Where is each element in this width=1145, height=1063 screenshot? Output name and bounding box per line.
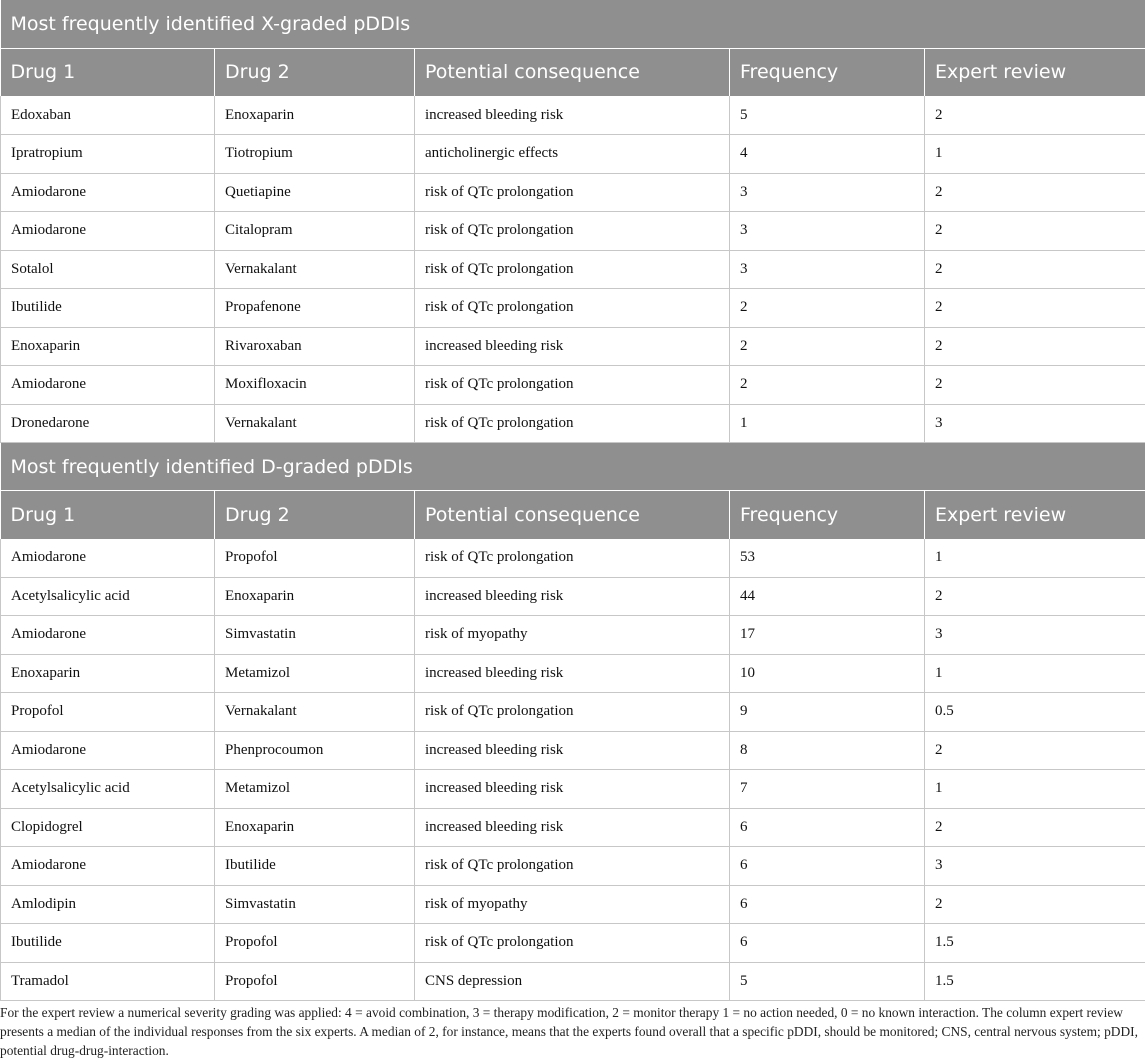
table-cell: 1 xyxy=(925,539,1145,578)
section-title: Most frequently identified X-graded pDDIs xyxy=(1,0,1145,48)
table-cell: Enoxaparin xyxy=(215,577,415,616)
table-row xyxy=(1,577,1145,616)
table-cell: risk of QTc prolongation xyxy=(415,847,730,886)
table-cell: 3 xyxy=(925,847,1145,886)
table-cell: risk of QTc prolongation xyxy=(415,539,730,578)
table-cell: 5 xyxy=(730,96,925,135)
table-cell: Citalopram xyxy=(215,212,415,251)
column-header: Potential consequence xyxy=(415,48,730,96)
table-row xyxy=(1,250,1145,289)
table-cell: Propofol xyxy=(1,693,215,732)
table-cell: increased bleeding risk xyxy=(415,654,730,693)
section-title: Most frequently identified D-graded pDDIs xyxy=(1,443,1145,491)
table-cell: Amiodarone xyxy=(1,731,215,770)
table-cell: 1 xyxy=(925,135,1145,174)
table-cell: Tiotropium xyxy=(215,135,415,174)
table-cell: 2 xyxy=(925,96,1145,135)
table-cell: risk of QTc prolongation xyxy=(415,366,730,405)
table-cell: Sotalol xyxy=(1,250,215,289)
table-cell: 4 xyxy=(730,135,925,174)
column-header: Expert review xyxy=(925,491,1145,539)
table-row xyxy=(1,924,1145,963)
table-cell: CNS depression xyxy=(415,962,730,1001)
table-cell: 2 xyxy=(925,731,1145,770)
table-cell: 3 xyxy=(730,173,925,212)
table-cell: 6 xyxy=(730,808,925,847)
table-cell: risk of QTc prolongation xyxy=(415,404,730,443)
table-cell: 44 xyxy=(730,577,925,616)
table-row xyxy=(1,212,1145,251)
table-cell: anticholinergic effects xyxy=(415,135,730,174)
table-cell: Ibutilide xyxy=(215,847,415,886)
column-header-row xyxy=(1,48,1145,96)
table-cell: Ibutilide xyxy=(1,924,215,963)
column-header: Potential consequence xyxy=(415,491,730,539)
column-header: Drug 1 xyxy=(1,491,215,539)
table-cell: 1.5 xyxy=(925,962,1145,1001)
table-cell: increased bleeding risk xyxy=(415,731,730,770)
table-cell: 3 xyxy=(730,212,925,251)
table-cell: Ipratropium xyxy=(1,135,215,174)
table-row xyxy=(1,404,1145,443)
table-footnote: For the expert review a numerical severity grading was applied: 4 = avoid combination, 3 = therapy modification, 2 = monitor therapy 1 = no action needed, 0 = no known interaction. The column expert review presents a median of the individual responses from the six experts. A median of 2, for instance, means that the experts found overall that a specific pDDI, should be monitored; CNS, central nervous system; pDDI, potential drug-drug-interaction. xyxy=(0,1005,1138,1058)
table-cell: 6 xyxy=(730,885,925,924)
table-cell: 2 xyxy=(925,327,1145,366)
table-cell: 5 xyxy=(730,962,925,1001)
table-cell: Metamizol xyxy=(215,654,415,693)
table-row xyxy=(1,173,1145,212)
table-row xyxy=(1,770,1145,809)
table-cell: 2 xyxy=(925,577,1145,616)
table-cell: Amlodipin xyxy=(1,885,215,924)
table-cell: Simvastatin xyxy=(215,616,415,655)
table-row xyxy=(1,885,1145,924)
table-cell: risk of QTc prolongation xyxy=(415,693,730,732)
table-row xyxy=(1,366,1145,405)
table-cell: 2 xyxy=(730,327,925,366)
table-row xyxy=(1,96,1145,135)
table-cell: Vernakalant xyxy=(215,693,415,732)
table-cell: 2 xyxy=(925,173,1145,212)
table-cell: 2 xyxy=(925,250,1145,289)
column-header: Drug 1 xyxy=(1,48,215,96)
table-cell: risk of QTc prolongation xyxy=(415,250,730,289)
table-cell: 10 xyxy=(730,654,925,693)
table-cell: Rivaroxaban xyxy=(215,327,415,366)
table-cell: 8 xyxy=(730,731,925,770)
table-cell: Simvastatin xyxy=(215,885,415,924)
table-cell: 1 xyxy=(925,770,1145,809)
table-cell: Clopidogrel xyxy=(1,808,215,847)
table-cell: 3 xyxy=(730,250,925,289)
table-cell: risk of QTc prolongation xyxy=(415,289,730,328)
table-cell: Acetylsalicylic acid xyxy=(1,770,215,809)
table-cell: 6 xyxy=(730,924,925,963)
table-cell: increased bleeding risk xyxy=(415,577,730,616)
table-cell: Propofol xyxy=(215,924,415,963)
table-cell: 2 xyxy=(925,885,1145,924)
table-cell: Amiodarone xyxy=(1,212,215,251)
table-cell: increased bleeding risk xyxy=(415,770,730,809)
column-header: Drug 2 xyxy=(215,491,415,539)
table-cell: Edoxaban xyxy=(1,96,215,135)
table-row xyxy=(1,693,1145,732)
table-cell: 17 xyxy=(730,616,925,655)
table-cell: 53 xyxy=(730,539,925,578)
table-row xyxy=(1,654,1145,693)
column-header: Frequency xyxy=(730,491,925,539)
section-title-row xyxy=(1,0,1145,48)
table-cell: 2 xyxy=(925,366,1145,405)
table-cell: Amiodarone xyxy=(1,616,215,655)
table-row xyxy=(1,539,1145,578)
table-cell: 3 xyxy=(925,404,1145,443)
table-cell: 1 xyxy=(730,404,925,443)
table-cell: Amiodarone xyxy=(1,366,215,405)
table-cell: Enoxaparin xyxy=(215,808,415,847)
table-row xyxy=(1,616,1145,655)
table-cell: Amiodarone xyxy=(1,847,215,886)
table-cell: 2 xyxy=(925,808,1145,847)
table-cell: 9 xyxy=(730,693,925,732)
table-cell: Moxifloxacin xyxy=(215,366,415,405)
table-cell: Propafenone xyxy=(215,289,415,328)
table-row xyxy=(1,327,1145,366)
column-header-row xyxy=(1,491,1145,539)
column-header: Frequency xyxy=(730,48,925,96)
table-cell: 2 xyxy=(730,289,925,328)
table-cell: 0.5 xyxy=(925,693,1145,732)
table-cell: 1.5 xyxy=(925,924,1145,963)
table-cell: 7 xyxy=(730,770,925,809)
table-cell: risk of QTc prolongation xyxy=(415,212,730,251)
table-cell: increased bleeding risk xyxy=(415,327,730,366)
column-header: Expert review xyxy=(925,48,1145,96)
table-row xyxy=(1,289,1145,328)
table-cell: Quetiapine xyxy=(215,173,415,212)
table-row xyxy=(1,847,1145,886)
table-cell: risk of QTc prolongation xyxy=(415,173,730,212)
table-row xyxy=(1,731,1145,770)
table-cell: Amiodarone xyxy=(1,539,215,578)
table-row xyxy=(1,808,1145,847)
table-cell: 2 xyxy=(730,366,925,405)
table-cell: risk of myopathy xyxy=(415,885,730,924)
section-title-row xyxy=(1,443,1145,491)
table-cell: 3 xyxy=(925,616,1145,655)
table-row xyxy=(1,962,1145,1001)
table-cell: risk of myopathy xyxy=(415,616,730,655)
table-cell: Tramadol xyxy=(1,962,215,1001)
table-cell: Propofol xyxy=(215,539,415,578)
pddi-table-body xyxy=(1,0,1145,1001)
table-cell: Metamizol xyxy=(215,770,415,809)
table-cell: Acetylsalicylic acid xyxy=(1,577,215,616)
table-cell: Enoxaparin xyxy=(1,654,215,693)
table-cell: Ibutilide xyxy=(1,289,215,328)
table-cell: 2 xyxy=(925,212,1145,251)
table-cell: Vernakalant xyxy=(215,404,415,443)
table-cell: increased bleeding risk xyxy=(415,96,730,135)
table-cell: 2 xyxy=(925,289,1145,328)
table-cell: Dronedarone xyxy=(1,404,215,443)
table-cell: Vernakalant xyxy=(215,250,415,289)
column-header: Drug 2 xyxy=(215,48,415,96)
table-cell: Enoxaparin xyxy=(1,327,215,366)
table-cell: risk of QTc prolongation xyxy=(415,924,730,963)
table-cell: 1 xyxy=(925,654,1145,693)
table-cell: Enoxaparin xyxy=(215,96,415,135)
table-cell: Propofol xyxy=(215,962,415,1001)
table-cell: Amiodarone xyxy=(1,173,215,212)
table-cell: Phenprocoumon xyxy=(215,731,415,770)
table-cell: increased bleeding risk xyxy=(415,808,730,847)
table-row xyxy=(1,135,1145,174)
table-cell: 6 xyxy=(730,847,925,886)
